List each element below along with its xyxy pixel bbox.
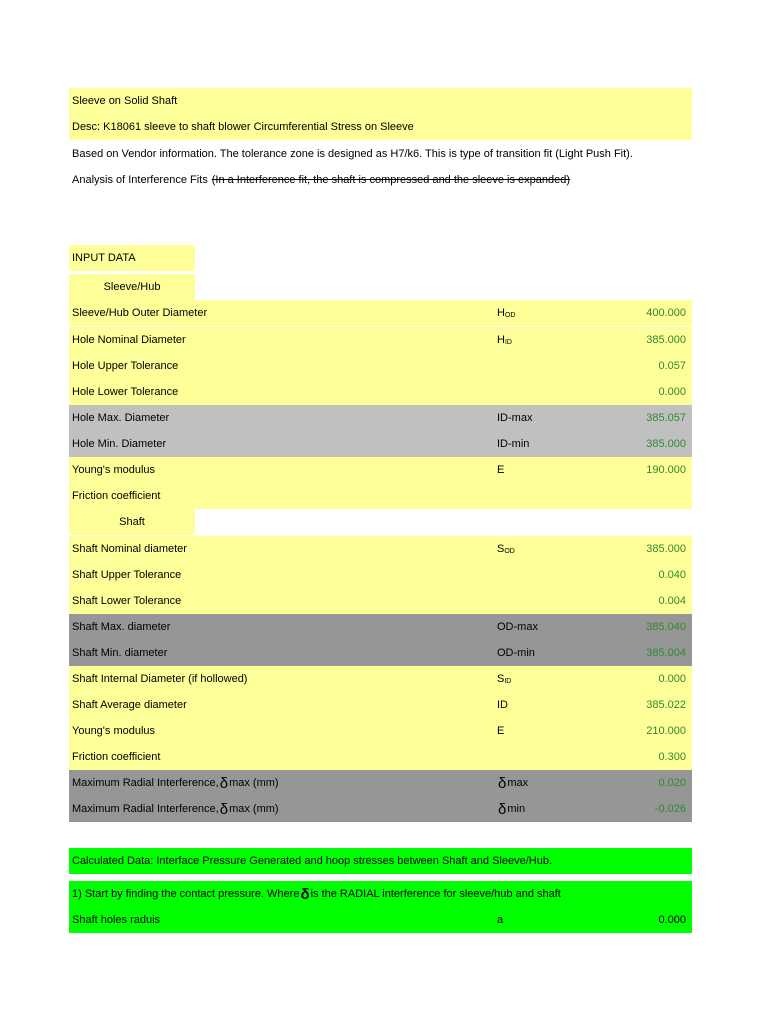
delta-symbol: δ — [219, 774, 229, 792]
step1-post: is the RADIAL interference for sleeve/hub and shaft — [310, 888, 561, 900]
vendor-note-row — [69, 141, 692, 167]
analysis-row — [69, 167, 692, 193]
shaft-param-row — [69, 718, 692, 744]
shaft-param-value[interactable]: 385.040 — [646, 621, 686, 633]
shaft-radius-label[interactable]: Shaft holes raduis — [72, 914, 161, 926]
shaft-param-symbol-main: OD-max — [497, 621, 538, 633]
sleeve-param-symbol[interactable] — [497, 457, 504, 483]
sleeve-param-symbol[interactable] — [497, 300, 515, 326]
step1-row — [69, 881, 692, 907]
delta-symbol: δ — [219, 800, 229, 818]
shaft-param-value[interactable]: 0.000 — [658, 673, 686, 685]
interference-label-pre: Maximum Radial Interference, — [72, 777, 219, 789]
shaft-param-value[interactable]: 385.004 — [646, 647, 686, 659]
shaft-param-label[interactable]: Friction coefficient — [72, 751, 161, 763]
sleeve-param-row — [69, 379, 692, 405]
sleeve-param-label[interactable]: Friction coefficient — [72, 490, 161, 502]
shaft-param-row — [69, 640, 692, 666]
sleeve-param-label[interactable]: Hole Upper Tolerance — [72, 360, 179, 372]
sleeve-param-symbol-main: ID-max — [497, 412, 533, 424]
shaft-param-symbol-main: ID — [497, 699, 508, 711]
delta-symbol: δ — [498, 800, 507, 818]
interference-label-post: max (mm) — [229, 803, 279, 815]
shaft-param-row — [69, 588, 692, 614]
sleeve-param-label[interactable]: Hole Nominal Diameter — [72, 334, 186, 346]
sleeve-param-value[interactable]: 0.000 — [658, 386, 686, 398]
shaft-param-row — [69, 744, 692, 770]
shaft-param-row — [69, 614, 692, 640]
interference-label-pre: Maximum Radial Interference, — [72, 803, 219, 815]
shaft-param-label[interactable]: Shaft Upper Tolerance — [72, 569, 182, 581]
sleeve-param-row — [69, 431, 692, 457]
sleeve-hub-header[interactable] — [69, 274, 195, 300]
input-data-title: INPUT DATA — [72, 252, 136, 264]
shaft-param-value[interactable]: 385.022 — [646, 699, 686, 711]
sleeve-param-symbol-subscript: OD — [504, 311, 516, 319]
shaft-param-value[interactable]: 0.040 — [658, 569, 686, 581]
shaft-param-symbol[interactable] — [497, 666, 511, 692]
step1-pre: 1) Start by finding the contact pressure. Where — [72, 888, 300, 900]
shaft-param-label[interactable]: Shaft Internal Diameter (if hollowed) — [72, 673, 248, 685]
vendor-note-cell[interactable]: Based on Vendor information. The tolerance zone is designed as H7/k6. This is type of transition fit (Light Push Fit). — [72, 148, 633, 160]
shaft-param-label[interactable]: Shaft Min. diameter — [72, 647, 168, 659]
shaft-header[interactable] — [69, 509, 195, 535]
shaft-param-symbol[interactable] — [497, 614, 538, 640]
shaft-param-label[interactable]: Shaft Average diameter — [72, 699, 187, 711]
sleeve-param-value[interactable]: 400.000 — [646, 307, 686, 319]
sleeve-param-symbol-subscript: ID — [504, 338, 512, 346]
interference-symbol-post: max — [507, 777, 529, 789]
sleeve-param-row — [69, 405, 692, 431]
analysis-strike-note: (In a Interference fit, the shaft is compressed and the sleeve is expanded) — [211, 174, 571, 186]
interference-label-post: max (mm) — [229, 777, 279, 789]
shaft-param-value[interactable]: 0.300 — [658, 751, 686, 763]
sleeve-param-label[interactable]: Hole Min. Diameter — [72, 438, 167, 450]
interference-symbol-post: min — [507, 803, 526, 815]
sleeve-param-row — [69, 300, 692, 326]
interference-label[interactable] — [72, 770, 279, 796]
shaft-param-symbol-main: E — [497, 725, 505, 737]
sleeve-param-symbol[interactable] — [497, 405, 532, 431]
sleeve-param-symbol-main: H — [497, 334, 505, 346]
sleeve-param-symbol[interactable] — [497, 327, 512, 353]
shaft-param-label[interactable]: Shaft Max. diameter — [72, 621, 171, 633]
shaft-title: Shaft — [119, 516, 145, 528]
shaft-param-symbol-main: S — [497, 673, 505, 685]
sleeve-param-symbol-main: ID-min — [497, 438, 530, 450]
shaft-param-symbol-main: S — [497, 543, 505, 555]
analysis-label: Analysis of Interference Fits — [72, 174, 208, 186]
shaft-param-label[interactable]: Shaft Lower Tolerance — [72, 595, 182, 607]
shaft-param-row — [69, 536, 692, 562]
desc-row — [69, 114, 692, 140]
sleeve-param-label[interactable]: Sleeve/Hub Outer Diameter — [72, 307, 208, 319]
calculated-header-row — [69, 848, 692, 874]
sleeve-param-value[interactable]: 385.000 — [646, 438, 686, 450]
sleeve-param-label[interactable]: Hole Lower Tolerance — [72, 386, 179, 398]
sleeve-param-row — [69, 457, 692, 483]
sleeve-param-row — [69, 483, 692, 509]
shaft-param-symbol[interactable] — [497, 718, 504, 744]
shaft-param-symbol-subscript: ID — [504, 677, 512, 685]
shaft-param-symbol[interactable] — [497, 536, 515, 562]
sleeve-param-value[interactable]: 385.000 — [646, 334, 686, 346]
analysis-cell[interactable] — [72, 167, 570, 193]
interference-row — [69, 770, 692, 796]
sleeve-param-row — [69, 353, 692, 379]
sleeve-param-row — [69, 327, 692, 353]
sleeve-param-value[interactable]: 385.057 — [646, 412, 686, 424]
delta-symbol: δ — [300, 885, 310, 903]
shaft-radius-value[interactable]: 0.000 — [658, 914, 686, 926]
shaft-param-label[interactable]: Young's modulus — [72, 725, 156, 737]
shaft-radius-row — [69, 907, 692, 933]
shaft-param-row — [69, 562, 692, 588]
shaft-param-symbol-subscript: OD — [504, 547, 515, 555]
sleeve-param-symbol-main: H — [497, 307, 505, 319]
sleeve-param-label[interactable]: Hole Max. Diameter — [72, 412, 170, 424]
interference-value[interactable]: -0.026 — [654, 803, 686, 815]
sleeve-param-value[interactable]: 190.000 — [646, 464, 686, 476]
shaft-param-row — [69, 666, 692, 692]
shaft-param-value[interactable]: 0.004 — [658, 595, 686, 607]
sleeve-param-symbol[interactable] — [497, 431, 529, 457]
sleeve-param-symbol-main: E — [497, 464, 505, 476]
title-cell[interactable]: Sleeve on Solid Shaft — [72, 95, 178, 107]
title-row — [69, 88, 692, 114]
shaft-param-row — [69, 692, 692, 718]
sleeve-param-value[interactable]: 0.057 — [658, 360, 686, 372]
shaft-radius-symbol[interactable]: a — [497, 914, 504, 926]
calculated-title[interactable]: Calculated Data: Interface Pressure Generated and hoop stresses between Shaft and Sleeve/Hub. — [72, 855, 553, 867]
interference-symbol[interactable] — [497, 796, 525, 822]
step1-cell[interactable] — [72, 881, 561, 907]
interference-symbol[interactable] — [497, 770, 528, 796]
shaft-param-symbol[interactable] — [497, 692, 508, 718]
interference-value[interactable]: 0.020 — [658, 777, 686, 789]
interference-row — [69, 796, 692, 822]
delta-symbol: δ — [498, 774, 507, 792]
shaft-param-value[interactable]: 210.000 — [646, 725, 686, 737]
interference-label[interactable] — [72, 796, 279, 822]
sleeve-param-label[interactable]: Young's modulus — [72, 464, 156, 476]
shaft-param-value[interactable]: 385.000 — [646, 543, 686, 555]
sleeve-hub-title: Sleeve/Hub — [103, 281, 161, 293]
shaft-param-symbol-main: OD-min — [497, 647, 535, 659]
input-data-header[interactable] — [69, 245, 195, 271]
shaft-param-symbol[interactable] — [497, 640, 535, 666]
desc-cell[interactable]: Desc: K18061 sleeve to shaft blower Circumferential Stress on Sleeve — [72, 121, 414, 133]
shaft-param-label[interactable]: Shaft Nominal diameter — [72, 543, 187, 555]
